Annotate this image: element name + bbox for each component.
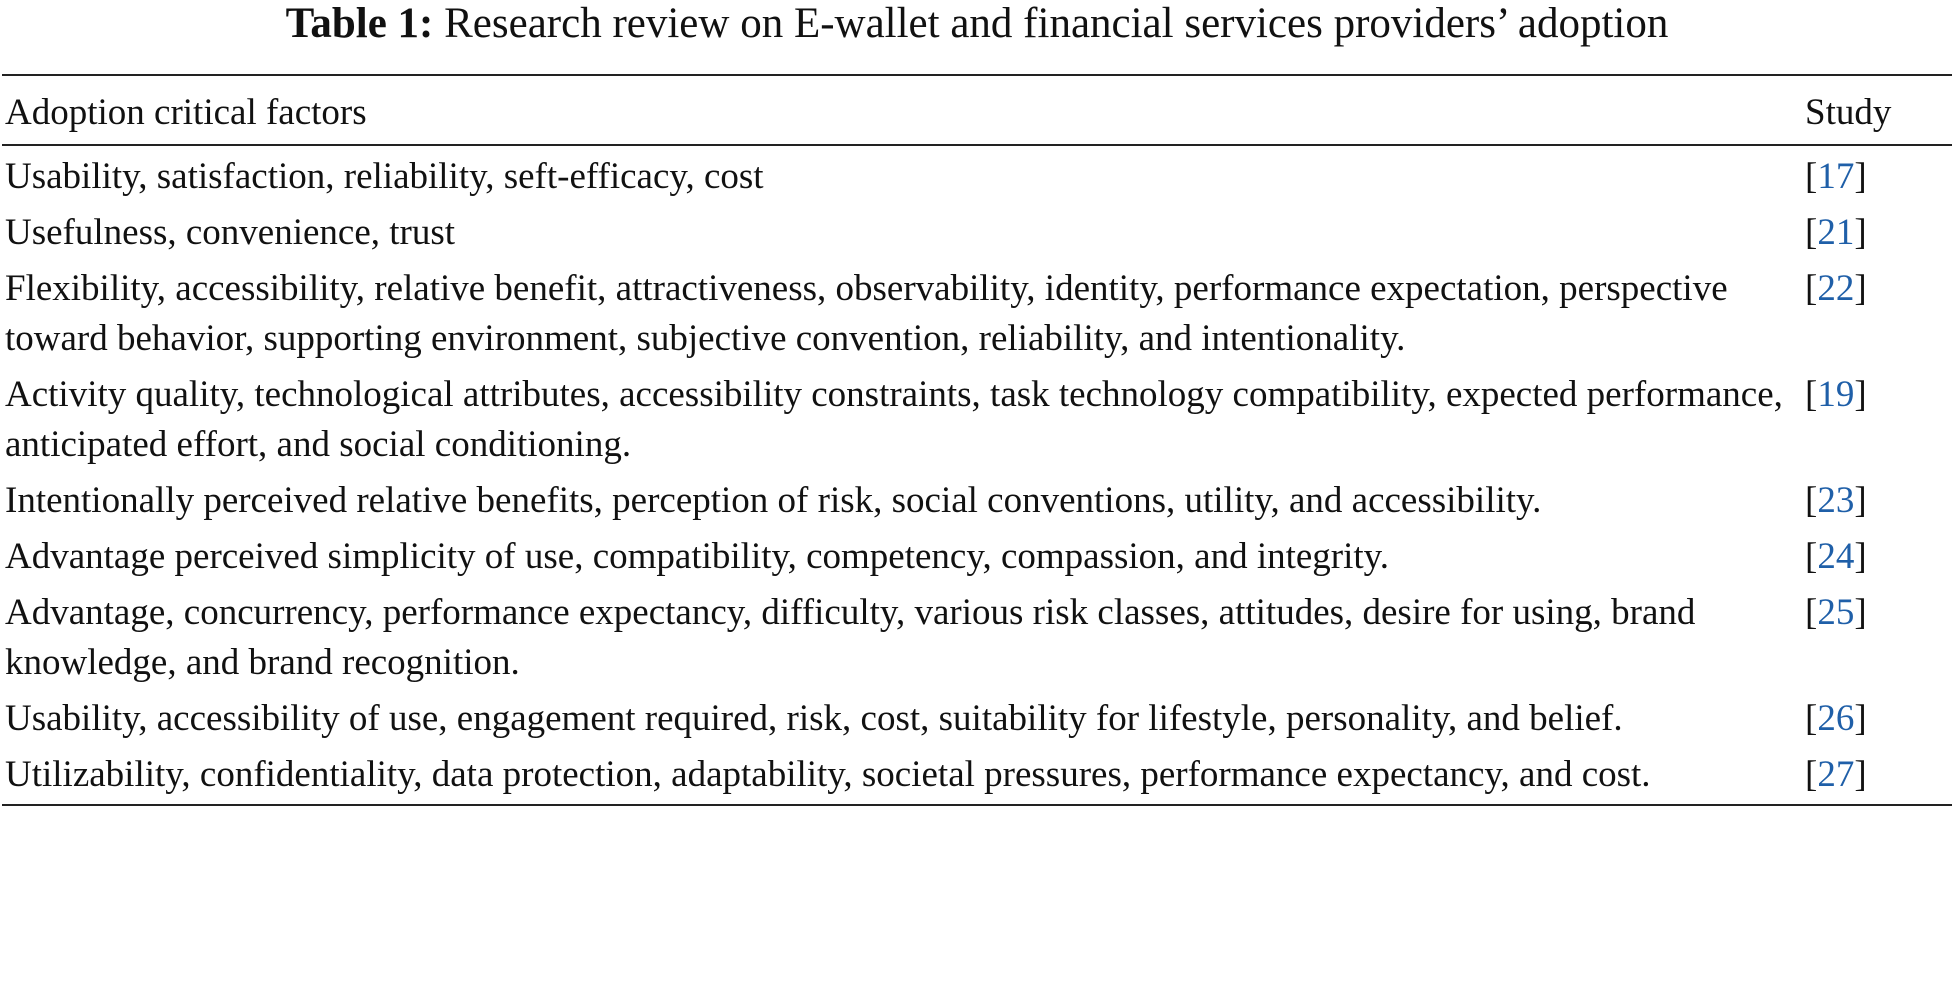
study-cell: [24] (1805, 536, 1867, 577)
factors-cell: Usability, satisfaction, reliability, seft-efficacy, cost (5, 156, 764, 197)
study-cell: [27] (1805, 754, 1867, 795)
citation-link[interactable]: 25 (1817, 592, 1855, 633)
study-cell: [17] (1805, 156, 1867, 197)
factors-cell: Advantage perceived simplicity of use, compatibility, competency, compassion, and integrity. (5, 536, 1390, 577)
citation-link[interactable]: 26 (1817, 698, 1855, 739)
table-caption-text: Research review on E-wallet and financial services providers’ adoption (444, 0, 1669, 47)
table-body (2, 145, 1952, 805)
factors-cell: Usefulness, convenience, trust (5, 212, 456, 253)
header-study: Study (1805, 75, 1952, 145)
study-cell: [25] (1805, 592, 1867, 633)
factors-cell: Flexibility, accessibility, relative benefit, attractiveness, observability, identity, performance expectation, perspective toward behavior, supporting environment, subjective convention, reliability, and intentionality. (5, 268, 1728, 359)
table-row (2, 588, 1952, 694)
table-row (2, 145, 1952, 208)
table-row (2, 750, 1952, 805)
table-row (2, 694, 1952, 750)
citation-link[interactable]: 24 (1817, 536, 1855, 577)
citation-link[interactable]: 19 (1817, 374, 1855, 415)
header-adoption-critical-factors: Adoption critical factors (2, 75, 1805, 145)
table-caption (2, 0, 1952, 56)
study-cell: [21] (1805, 212, 1867, 253)
table-row (2, 476, 1952, 532)
study-cell: [23] (1805, 480, 1867, 521)
study-cell: [22] (1805, 268, 1867, 309)
table-row (2, 264, 1952, 370)
study-cell: [19] (1805, 374, 1867, 415)
citation-link[interactable]: 23 (1817, 480, 1855, 521)
citation-link[interactable]: 22 (1817, 268, 1855, 309)
factors-cell: Intentionally perceived relative benefits, perception of risk, social conventions, utility, and accessibility. (5, 480, 1542, 521)
citation-link[interactable]: 21 (1817, 212, 1855, 253)
table-row (2, 370, 1952, 476)
table-row (2, 208, 1952, 264)
citation-link[interactable]: 27 (1817, 754, 1855, 795)
citation-link[interactable]: 17 (1817, 156, 1855, 197)
table-caption-label: Table 1: (285, 0, 434, 47)
table-header (2, 75, 1952, 145)
research-review-table (2, 74, 1952, 806)
factors-cell: Activity quality, technological attributes, accessibility constraints, task technology compatibility, expected performance, anticipated effort, and social conditioning. (5, 374, 1783, 465)
factors-cell: Advantage, concurrency, performance expectancy, difficulty, various risk classes, attitudes, desire for using, brand knowledge, and brand recognition. (5, 592, 1696, 683)
factors-cell: Usability, accessibility of use, engagement required, risk, cost, suitability for lifestyle, personality, and belief. (5, 698, 1623, 739)
table-header-row (2, 75, 1952, 145)
factors-cell: Utilizability, confidentiality, data protection, adaptability, societal pressures, performance expectancy, and cost. (5, 754, 1651, 795)
study-cell: [26] (1805, 698, 1867, 739)
table-row (2, 532, 1952, 588)
